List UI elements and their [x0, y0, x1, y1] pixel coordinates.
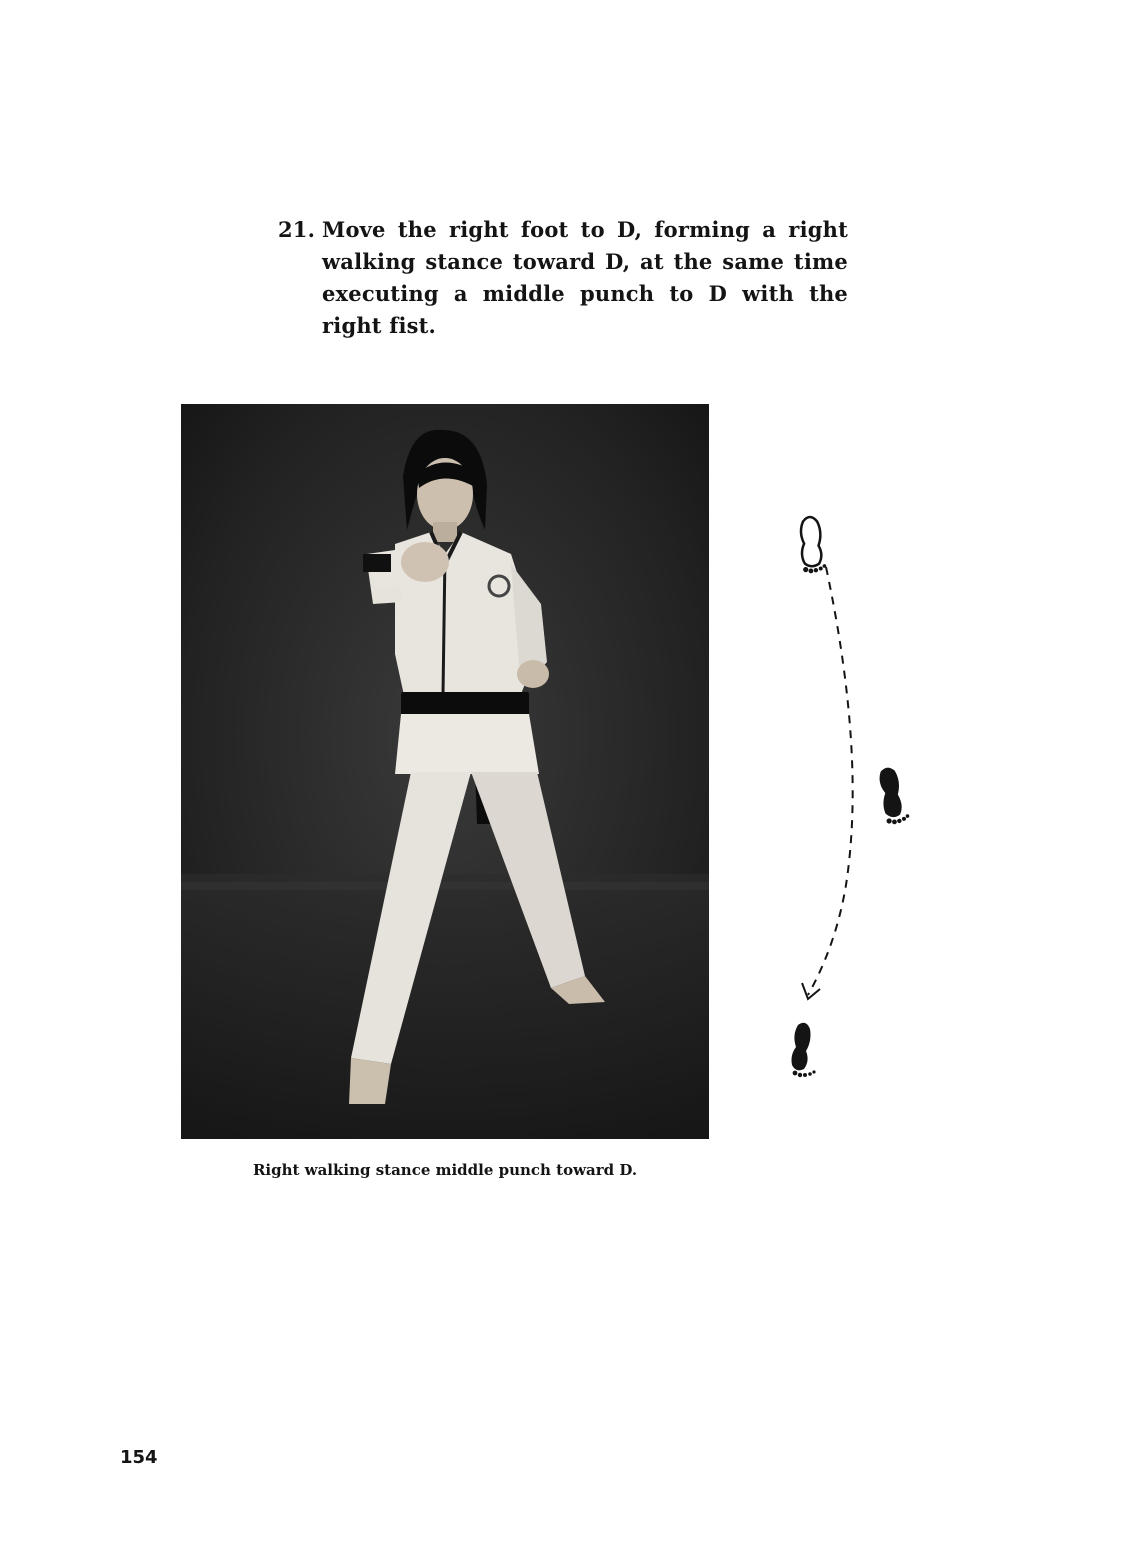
footprint-solid-icon [792, 1023, 816, 1077]
page-number: 154 [120, 1447, 158, 1468]
step-number: 21. [278, 217, 316, 242]
footstep-diagram [770, 505, 930, 1095]
martial-artist-photo [181, 404, 709, 1139]
dashed-arrow-icon [802, 567, 853, 999]
instruction-step [278, 214, 848, 342]
footprint-solid-icon [876, 765, 911, 826]
figure-photo [181, 404, 709, 1139]
footprint-outline-icon [796, 516, 827, 575]
step-text: Move the right foot to D, forming a right walking stance toward D, at the same time executing a middle punch to D with the right fist. [322, 217, 848, 338]
figure-caption: Right walking stance middle punch toward D. [252, 1161, 638, 1179]
